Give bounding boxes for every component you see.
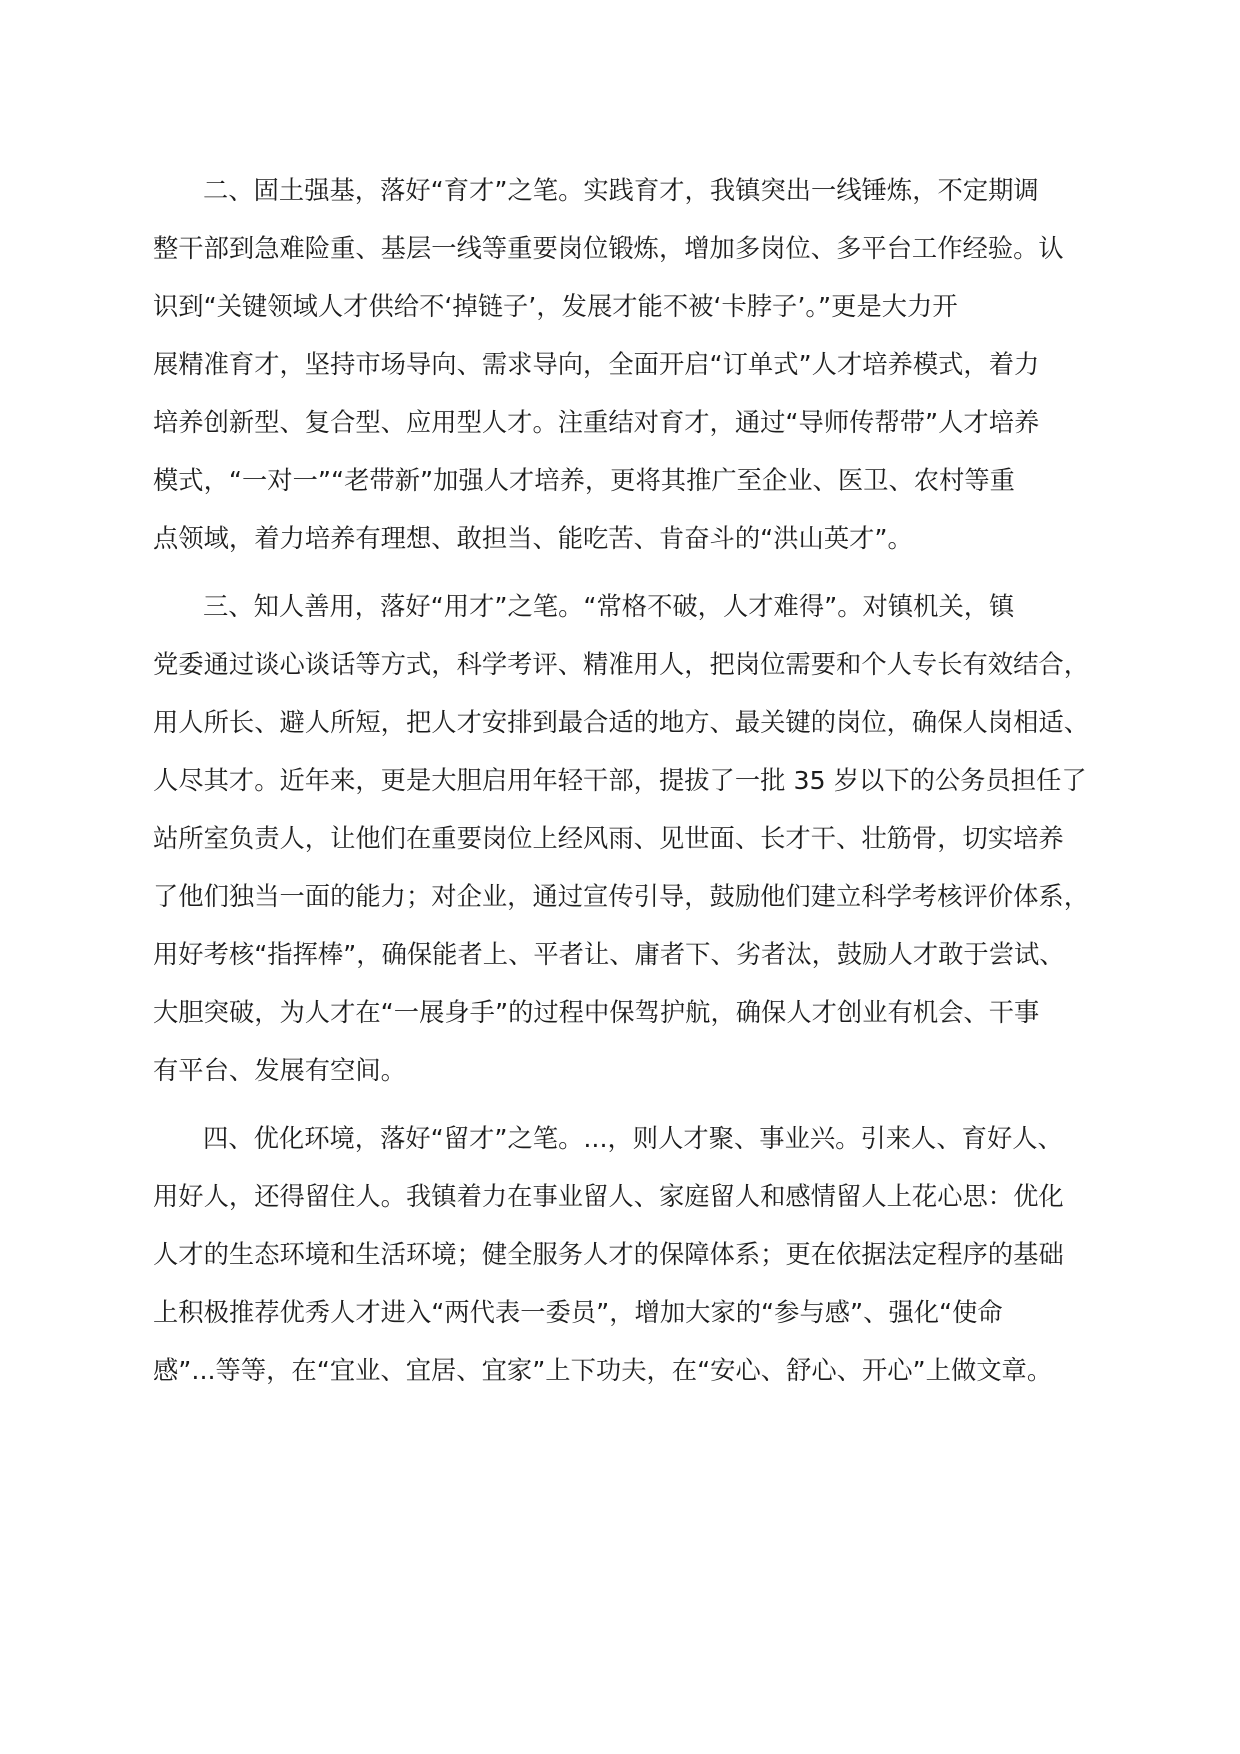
paragraph-2-line-5: 站所室负责人，让他们在重要岗位上经风雨、见世面、长才干、壮筋骨，切实培养: [153, 824, 1064, 853]
paragraph-1-line-2: 整干部到急难险重、基层一线等重要岗位锻炼，增加多岗位、多平台工作经验。认: [153, 234, 1064, 263]
paragraph-2-line-2: 党委通过谈心谈话等方式，科学考评、精准用人，把岗位需要和个人专长有效结合，: [153, 650, 1089, 679]
paragraph-2-line-6: 了他们独当一面的能力；对企业，通过宣传引导，鼓励他们建立科学考核评价体系，: [153, 882, 1089, 911]
paragraph-1-line-3: 识到“关键领域人才供给不‘掉链子’，发展才能不被‘卡脖子’。”更是大力开: [153, 292, 958, 321]
paragraph-2-line-9: 有平台、发展有空间。: [153, 1056, 406, 1085]
paragraph-1-line-4: 展精准育才，坚持市场导向、需求导向，全面开启“订单式”人才培养模式，着力: [153, 350, 1040, 379]
paragraph-3-line-3: 人才的生态环境和生活环境；健全服务人才的保障体系；更在依据法定程序的基础: [153, 1240, 1064, 1269]
paragraph-3-line-1: 四、优化环境，落好“留才”之笔。...，则人才聚、事业兴。引来人、育好人、: [203, 1124, 1063, 1153]
paragraph-2-line-1: 三、知人善用，落好“用才”之笔。“常格不破，人才难得”。对镇机关，镇: [203, 592, 1015, 621]
paragraph-1-line-7: 点领域，着力培养有理想、敢担当、能吃苦、肯奋斗的“洪山英才”。: [153, 524, 913, 553]
paragraph-1-line-6: 模式，“一对一”“老带新”加强人才培养，更将其推广至企业、医卫、农村等重: [153, 466, 1015, 495]
paragraph-3-line-2: 用好人，还得留住人。我镇着力在事业留人、家庭留人和感情留人上花心思：优化: [153, 1182, 1064, 1211]
paragraph-2-line-7: 用好考核“指挥棒”，确保能者上、平者让、庸者下、劣者汰，鼓励人才敢于尝试、: [153, 940, 1065, 969]
paragraph-2-line-4: 人尽其才。近年来，更是大胆启用年轻干部，提拔了一批 35 岁以下的公务员担任了: [153, 766, 1087, 795]
paragraph-2-line-3: 用人所长、避人所短，把人才安排到最合适的地方、最关键的岗位，确保人岗相适、: [153, 708, 1089, 737]
paragraph-2-line-8: 大胆突破，为人才在“一展身手”的过程中保驾护航，确保人才创业有机会、干事: [153, 998, 1040, 1027]
paragraph-1-line-1: 二、固土强基，落好“育才”之笔。实践育才，我镇突出一线锤炼，不定期调: [203, 176, 1039, 205]
paragraph-3-line-4: 上积极推荐优秀人才进入“两代表一委员”，增加大家的“参与感”、强化“使命: [153, 1298, 1003, 1327]
paragraph-3-line-5: 感”...等等，在“宜业、宜居、宜家”上下功夫，在“安心、舒心、开心”上做文章。: [153, 1356, 1053, 1385]
paragraph-1-line-5: 培养创新型、复合型、应用型人才。注重结对育才，通过“导师传帮带”人才培养: [153, 408, 1040, 437]
